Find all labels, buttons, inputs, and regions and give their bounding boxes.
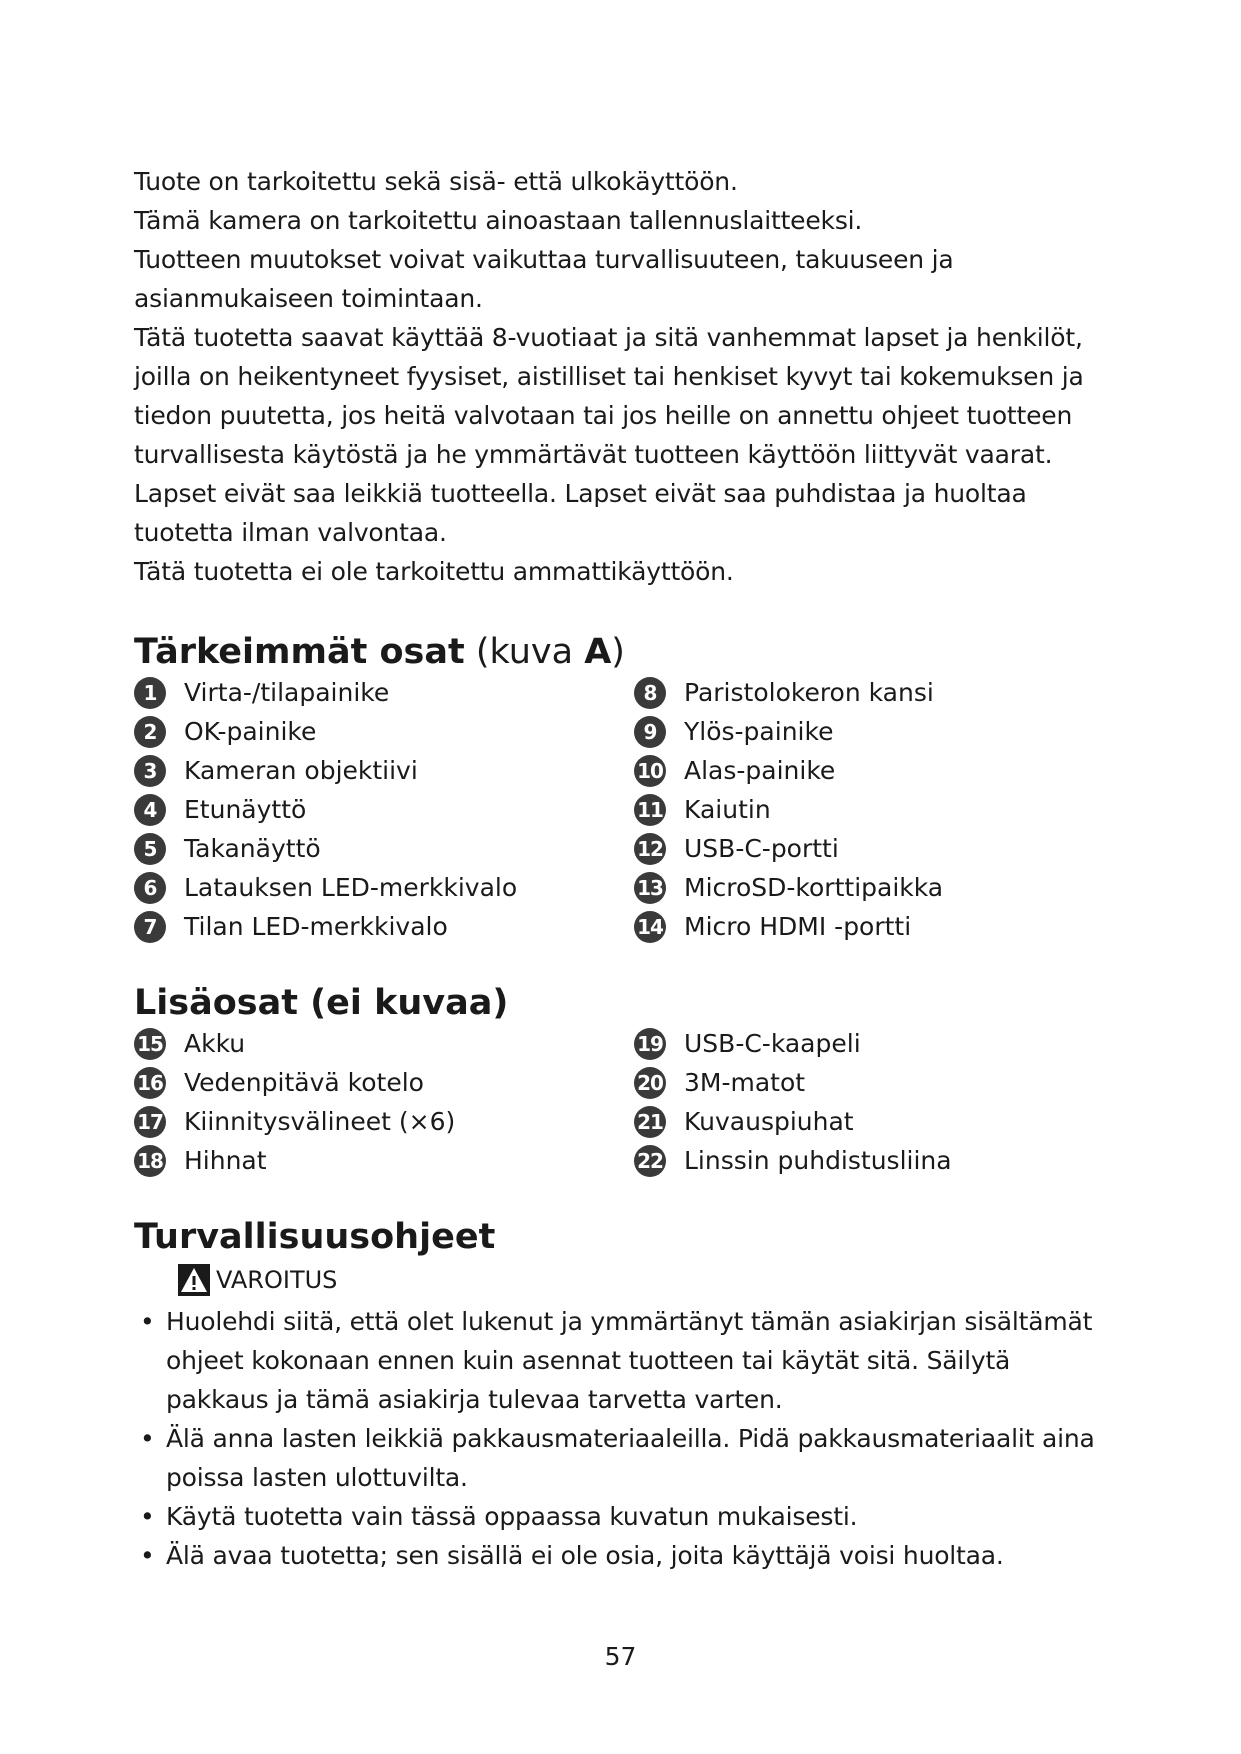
part-label: Micro HDMI -portti [684,912,912,941]
number-badge: 10 [634,755,666,787]
number-badge: 4 [134,794,166,826]
number-badge: 11 [634,794,666,826]
number-badge: 22 [634,1145,666,1177]
number-badge: 1 [134,677,166,709]
number-badge: 13 [634,872,666,904]
main-parts-heading: Tärkeimmät osat (kuva A) [134,632,625,672]
number-badge: 14 [634,911,666,943]
list-item: • Käytä tuotetta vain tässä oppaassa kuvatun mukaisesti. [134,1497,1114,1536]
main-parts-right-column [634,673,1114,946]
number-badge: 21 [634,1106,666,1138]
part-label: Hihnat [184,1146,267,1175]
figure-ref: A [584,632,612,672]
list-item [134,1141,634,1180]
list-item [634,712,1114,751]
list-item [134,868,634,907]
list-item [134,907,634,946]
part-label: Kiinnitysvälineet (×6) [184,1107,456,1136]
part-label: Akku [184,1029,246,1058]
warning-label: VAROITUS [216,1266,338,1294]
main-parts-title: Tärkeimmät osat [134,632,465,672]
warning-triangle-icon [178,1264,210,1296]
list-item [134,751,634,790]
list-item: • Huolehdi siitä, että olet lukenut ja ymmärtänyt tämän asiakirjan sisältämät ohjeet kokonaan ennen kuin asennat tuotteen tai käytät sitä. Säilytä pakkaus ja tämä asiakirja tulevaa tarvetta varten. [134,1302,1114,1419]
part-label: Kuvauspiuhat [684,1107,854,1136]
part-label: Etunäyttö [184,795,307,824]
part-label: Virta-/tilapainike [184,678,390,707]
part-label: 3M-matot [684,1068,806,1097]
part-label: MicroSD-korttipaikka [684,873,944,902]
page-content [134,162,1114,1575]
list-item: • Älä anna lasten leikkiä pakkausmateriaaleilla. Pidä pakkausmateriaalit aina poissa lasten ulottuvilta. [134,1419,1114,1497]
part-label: USB-C-portti [684,834,839,863]
part-label: Alas-painike [684,756,836,785]
main-parts-list [134,673,1114,946]
part-label: Vedenpitävä kotelo [184,1068,424,1097]
list-item [134,829,634,868]
part-label: Kaiutin [684,795,771,824]
list-item [634,1063,1114,1102]
number-badge: 15 [134,1028,166,1060]
part-label: Linssin puhdistusliina [684,1146,952,1175]
list-item [634,751,1114,790]
part-label: Takanäyttö [184,834,321,863]
part-label: Latauksen LED-merkkivalo [184,873,518,902]
number-badge: 12 [634,833,666,865]
extra-parts-title: Lisäosat (ei kuvaa) [134,983,509,1023]
number-badge: 8 [634,677,666,709]
extra-parts-list [134,1024,1114,1180]
part-label: Ylös-painike [684,717,834,746]
number-badge: 20 [634,1067,666,1099]
list-item [634,673,1114,712]
list-item [134,1102,634,1141]
number-badge: 9 [634,716,666,748]
safety-title: Turvallisuusohjeet [134,1217,496,1257]
number-badge: 7 [134,911,166,943]
main-parts-left-column [134,673,634,946]
intro-paragraph: Tätä tuotetta saavat käyttää 8-vuotiaat ja sitä vanhemmat lapset ja henkilöt, joilla on heikentyneet fyysiset, aistilliset tai henkiset kyvyt tai kokemuksen ja tiedon puutetta, jos heitä valvotaan tai jos heille on annettu ohjeet tuotteen turvallisesta käytöstä ja he ymmärtävät tuotteen käyttöön liittyvät vaarat. Lapset eivät saa leikkiä tuotteella. Lapset eivät saa puhdistaa ja huoltaa tuotetta ilman valvontaa. [134,323,1084,547]
intro-paragraph: Tämä kamera on tarkoitettu ainoastaan tallennuslaitteeksi. [134,206,863,235]
intro-paragraph: Tätä tuotetta ei ole tarkoitettu ammattikäyttöön. [134,557,734,586]
list-item [634,790,1114,829]
list-item [634,829,1114,868]
number-badge: 2 [134,716,166,748]
list-item [134,1063,634,1102]
intro-text [134,162,1114,591]
list-item [634,868,1114,907]
number-badge: 18 [134,1145,166,1177]
intro-paragraph: Tuotteen muutokset voivat vaikuttaa turvallisuuteen, takuuseen ja asianmukaiseen toimintaan. [134,245,954,313]
part-label: Kameran objektiivi [184,756,418,785]
list-item [634,1102,1114,1141]
extra-parts-left-column [134,1024,634,1180]
part-label: OK-painike [184,717,317,746]
number-badge: 5 [134,833,166,865]
number-badge: 17 [134,1106,166,1138]
part-label: USB-C-kaapeli [684,1029,861,1058]
number-badge: 19 [634,1028,666,1060]
list-item [134,1024,634,1063]
extra-parts-right-column [634,1024,1114,1180]
list-item [634,1141,1114,1180]
list-item [134,790,634,829]
number-badge: 6 [134,872,166,904]
list-item [134,673,634,712]
safety-bullet-list [134,1302,1114,1575]
page-number: 57 [604,1642,637,1671]
intro-paragraph: Tuote on tarkoitettu sekä sisä- että ulkokäyttöön. [134,167,738,196]
list-item: • Älä avaa tuotetta; sen sisällä ei ole osia, joita käyttäjä voisi huoltaa. [134,1536,1114,1575]
list-item [134,712,634,751]
number-badge: 16 [134,1067,166,1099]
part-label: Paristolokeron kansi [684,678,934,707]
list-item [634,907,1114,946]
part-label: Tilan LED-merkkivalo [184,912,448,941]
number-badge: 3 [134,755,166,787]
warning-label-row [178,1258,1114,1302]
list-item [634,1024,1114,1063]
